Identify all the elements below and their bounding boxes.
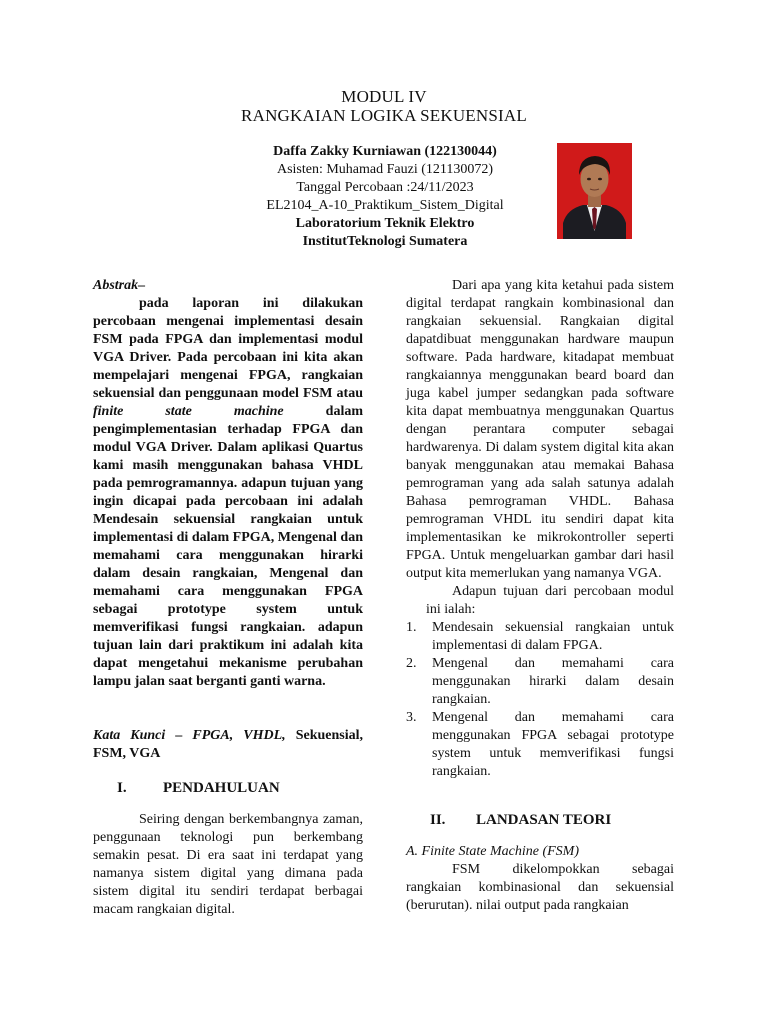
goals-list — [406, 619, 674, 781]
section-heading-2: II. LANDASAN TEORI — [430, 812, 612, 828]
goals-intro: Adapun tujuan dari percobaan modul ini ialah: — [426, 584, 674, 617]
keywords: Kata Kunci – FPGA, VHDL, Sekuensial, FSM, VGA — [93, 728, 363, 761]
right-column — [406, 277, 674, 915]
subsection-heading-a: A. Finite State Machine (FSM) — [406, 844, 579, 859]
course-code: EL2104_A-10_Praktikum_Sistem_Digital — [266, 198, 504, 213]
list-item: 1. Mendesain sekuensial rangkaian untuk implementasi di dalam FPGA. — [406, 620, 674, 653]
abstract-label: Abstrak– — [93, 278, 146, 293]
intro-paragraph-2: Dari apa yang kita ketahui pada sistem digital terdapat rangkain kombinasional dan rangkaian sekuensial. Rangkaian digital dapatdibuat menggunakan hardware maupun software. Pada hardware, kitadapat membuat rangkaiannya menggunakan beard board dan juga kabel jumper sedangkan pada software kita dapat membuatnya menggunakan Quartus dengan perantara computer sebagai hardwarenya. Di dalam system digital kita akan banyak menggunakan atau memakai Bahasa pemrograman yang ada salah satunya adalah Bahasa pemrograman VHDL. Bahasa pemrograman VHDL itu sendiri dapat kita implementasikan ke mikrokontroller seperti FPGA. Untuk mengeluarkan gambar dari hasil output kita memerlukan yang namanya VGA. — [406, 278, 674, 581]
module-number: MODUL IV — [341, 87, 427, 106]
fsm-paragraph: FSM dikelompokkan sebagai rangkaian kombinasional dan sekuensial (berurutan). nilai output pada rangkaian — [406, 862, 674, 913]
left-column — [93, 277, 363, 919]
author-block — [200, 143, 570, 251]
assistant-name: Asisten: Muhamad Fauzi (121130072) — [276, 162, 494, 177]
title-block — [0, 87, 768, 125]
list-item: 3. Mengenal dan memahami cara menggunakan FPGA sebagai prototype system untuk memverifikasi fungsi rangkaian. — [406, 710, 674, 779]
lab-name: Laboratorium Teknik Elektro — [295, 216, 475, 231]
paper-title: RANGKAIAN LOGIKA SEKUENSIAL — [241, 106, 527, 125]
portrait-image — [557, 143, 632, 239]
section-heading-1: I. PENDAHULUAN — [117, 780, 280, 796]
intro-paragraph-1: Seiring dengan berkembangnya zaman, penggunaan teknologi pun berkembang semakin pesat. Di era saat ini terdapat yang namanya sistem digital yang dimana pada sistem digital itu sendiri terdapat berbagai macam rangkaian digital. — [93, 812, 363, 917]
author-photo — [557, 143, 632, 239]
author-name: Daffa Zakky Kurniawan (122130044) — [273, 144, 497, 159]
abstract-text: pada laporan ini dilakukan percobaan mengenai implementasi desain FSM pada FPGA dan implementasi modul VGA Driver. Pada percobaan ini kita akan mempelajari mengenai FPGA, rangkaian sekuensial dan penggunaan model FSM atau finite state machine dalam pengimplementasian terhadap FPGA dan modul VGA Driver. Dalam aplikasi Quartus kami masih menggunakan bahasa VHDL pada pemrogramannya. adapun tujuan yang ingin dicapai pada percobaan ini adalah Mendesain sekuensial rangkaian untuk implementasi di dalam FPGA, Mengenal dan memahami cara menggunakan hirarki dalam desain rangkaian, Mengenal dan memahami cara menggunakan FPGA sebagai prototype system untuk memverifikasi fungsi rangkaian. adapun tujuan lain dari praktikum ini adalah kita dapat mengetahui mekanisme perubahan lampu jalan saat berganti ganti warna. — [93, 296, 363, 689]
list-item: 2. Mengenal dan memahami cara menggunakan hirarki dalam desain rangkaian. — [406, 656, 674, 707]
institute-name: InstitutTeknologi Sumatera — [302, 234, 468, 249]
experiment-date: Tanggal Percobaan :24/11/2023 — [296, 180, 474, 195]
